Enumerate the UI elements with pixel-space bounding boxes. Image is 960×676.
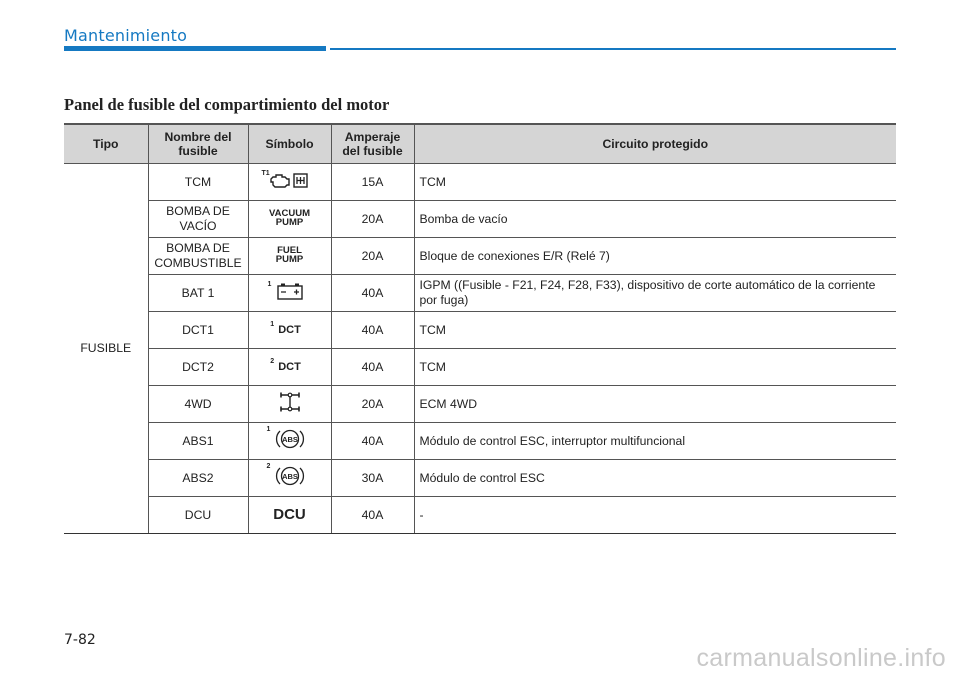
vacuum-pump-symbol: VACUUM PUMP bbox=[269, 208, 310, 228]
fuse-name: BOMBA DE VACÍO bbox=[148, 201, 248, 238]
table-row bbox=[64, 460, 896, 497]
dct-symbol: 1 DCT bbox=[270, 321, 301, 336]
battery-icon: 1 bbox=[276, 282, 304, 304]
tipo-cell: FUSIBLE bbox=[64, 164, 148, 534]
fuse-circuit: TCM bbox=[414, 312, 896, 349]
fuse-circuit: Bomba de vacío bbox=[414, 201, 896, 238]
fuse-name: 4WD bbox=[148, 386, 248, 423]
fuse-circuit: TCM bbox=[414, 164, 896, 201]
symbol-cell bbox=[248, 349, 331, 386]
table-header-row bbox=[64, 124, 896, 164]
fuse-circuit: Módulo de control ESC bbox=[414, 460, 896, 497]
fuse-amp: 20A bbox=[331, 386, 414, 423]
fuel-pump-symbol: FUEL PUMP bbox=[275, 245, 304, 265]
symbol-cell bbox=[248, 275, 331, 312]
fuse-name: ABS2 bbox=[148, 460, 248, 497]
page-number: 7-82 bbox=[64, 632, 96, 648]
table-row bbox=[64, 201, 896, 238]
abs-icon: 2 ABS bbox=[275, 464, 305, 492]
table-row bbox=[64, 497, 896, 534]
abs-icon: 1 ABS bbox=[275, 427, 305, 455]
fuse-name: BOMBA DE COMBUSTIBLE bbox=[148, 238, 248, 275]
fuse-circuit: ECM 4WD bbox=[414, 386, 896, 423]
symbol-cell bbox=[248, 497, 331, 534]
fuse-circuit: TCM bbox=[414, 349, 896, 386]
header-nombre: Nombre del fusible bbox=[148, 124, 248, 164]
fuse-amp: 20A bbox=[331, 238, 414, 275]
fuse-name: DCT2 bbox=[148, 349, 248, 386]
fuse-amp: 40A bbox=[331, 423, 414, 460]
4wd-drivetrain-icon bbox=[278, 391, 302, 417]
table-row bbox=[64, 164, 896, 201]
header-tipo: Tipo bbox=[64, 124, 148, 164]
fuse-amp: 40A bbox=[331, 275, 414, 312]
table-row bbox=[64, 423, 896, 460]
fuse-amp: 30A bbox=[331, 460, 414, 497]
fuse-table bbox=[64, 123, 896, 534]
symbol-cell bbox=[248, 201, 331, 238]
symbol-cell bbox=[248, 312, 331, 349]
symbol-cell bbox=[248, 460, 331, 497]
fuse-name: DCU bbox=[148, 497, 248, 534]
fuse-circuit: IGPM ((Fusible - F21, F24, F28, F33), dispositivo de corte automático de la corriente por fuga) bbox=[414, 275, 896, 312]
fuse-circuit: Módulo de control ESC, interruptor multifuncional bbox=[414, 423, 896, 460]
svg-text:ABS: ABS bbox=[281, 435, 298, 444]
symbol-cell bbox=[248, 238, 331, 275]
table-row bbox=[64, 349, 896, 386]
fuse-name: DCT1 bbox=[148, 312, 248, 349]
header-accent-bar bbox=[64, 46, 326, 51]
fuse-amp: 20A bbox=[331, 201, 414, 238]
symbol-cell bbox=[248, 164, 331, 201]
fuse-circuit: Bloque de conexiones E/R (Relé 7) bbox=[414, 238, 896, 275]
header-rule bbox=[330, 48, 896, 50]
fuse-amp: 15A bbox=[331, 164, 414, 201]
symbol-cell bbox=[248, 423, 331, 460]
engine-transmission-icon: T1 bbox=[270, 171, 310, 193]
header-amperaje: Amperaje del fusible bbox=[331, 124, 414, 164]
symbol-cell bbox=[248, 386, 331, 423]
section-title: Mantenimiento bbox=[64, 26, 188, 45]
fuse-amp: 40A bbox=[331, 312, 414, 349]
header-simbolo: Símbolo bbox=[248, 124, 331, 164]
page-title: Panel de fusible del compartimiento del motor bbox=[64, 95, 390, 114]
header-circuito: Circuito protegido bbox=[414, 124, 896, 164]
dct-symbol: 2 DCT bbox=[270, 358, 301, 373]
fuse-circuit: - bbox=[414, 497, 896, 534]
table-row bbox=[64, 238, 896, 275]
fuse-amp: 40A bbox=[331, 349, 414, 386]
dcu-symbol: DCU bbox=[273, 506, 306, 523]
fuse-name: TCM bbox=[148, 164, 248, 201]
fuse-amp: 40A bbox=[331, 497, 414, 534]
table-row bbox=[64, 312, 896, 349]
fuse-name: ABS1 bbox=[148, 423, 248, 460]
table-row bbox=[64, 275, 896, 312]
fuse-name: BAT 1 bbox=[148, 275, 248, 312]
table-row bbox=[64, 386, 896, 423]
watermark: carmanualsonline.info bbox=[696, 644, 946, 672]
svg-text:ABS: ABS bbox=[281, 472, 298, 481]
